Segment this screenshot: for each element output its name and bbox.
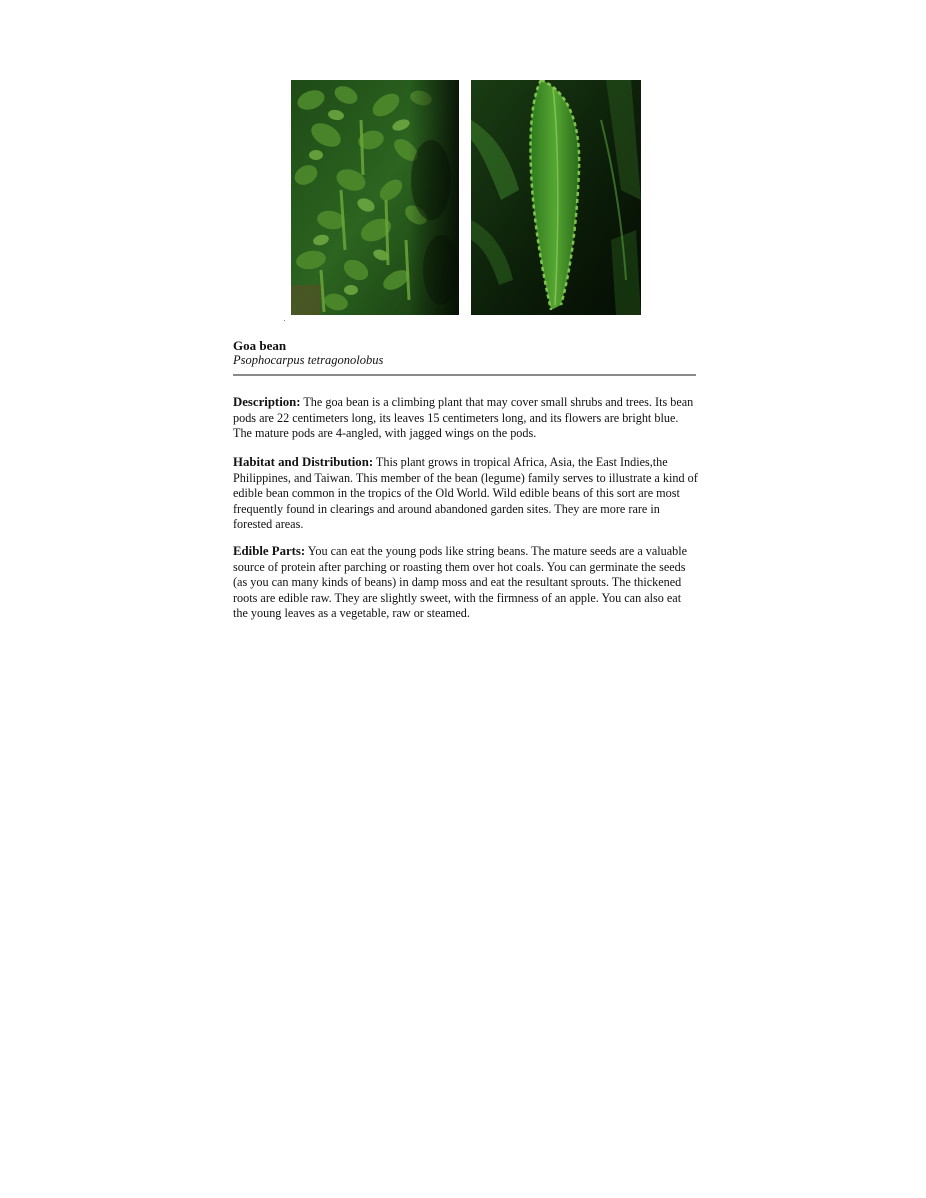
edible-parts-label: Edible Parts: [233, 544, 306, 558]
climbing-plant-photo [291, 80, 459, 315]
common-name: Goa bean [233, 338, 287, 353]
winged-pod-icon [471, 80, 641, 315]
plant-header [233, 338, 696, 368]
scientific-name: Psophocarpus tetragonolobus [233, 353, 384, 367]
winged-pod-photo [471, 80, 641, 315]
habitat-label: Habitat and Distribution: [233, 455, 374, 469]
edible-parts-section [233, 544, 699, 622]
description-label: Description: [233, 395, 301, 409]
description-section [233, 395, 699, 442]
habitat-text: This plant grows in tropical Africa, Asia, the East Indies,the Philippines, and Taiwan. This member of the bean (legume) family serves to illustrate a kind of edible bean common in the tropics of the Old World. Wild edible beans of this sort are most frequently found in clearings and around abandoned garden sites. They are more rare in forested areas. [233, 455, 698, 532]
section-divider [233, 374, 696, 376]
climbing-plant-icon [291, 80, 459, 315]
scan-artifact [284, 320, 285, 321]
description-text: The goa bean is a climbing plant that may cover small shrubs and trees. Its bean pods are 22 centimeters long, its leaves 15 centimeters long, and its flowers are bright blue. The mature pods are 4-angled, with jagged wings on the pods. [233, 395, 694, 441]
edible-parts-text: You can eat the young pods like string beans. The mature seeds are a valuable source of protein after parching or roasting them over hot coals. You can germinate the seeds (as you can many kinds of beans) in damp moss and eat the resultant sprouts. The thickened roots are edible raw. They are slightly sweet, with the firmness of an apple. You can also eat the young leaves as a vegetable, raw or steamed. [233, 544, 688, 621]
habitat-section [233, 455, 699, 533]
